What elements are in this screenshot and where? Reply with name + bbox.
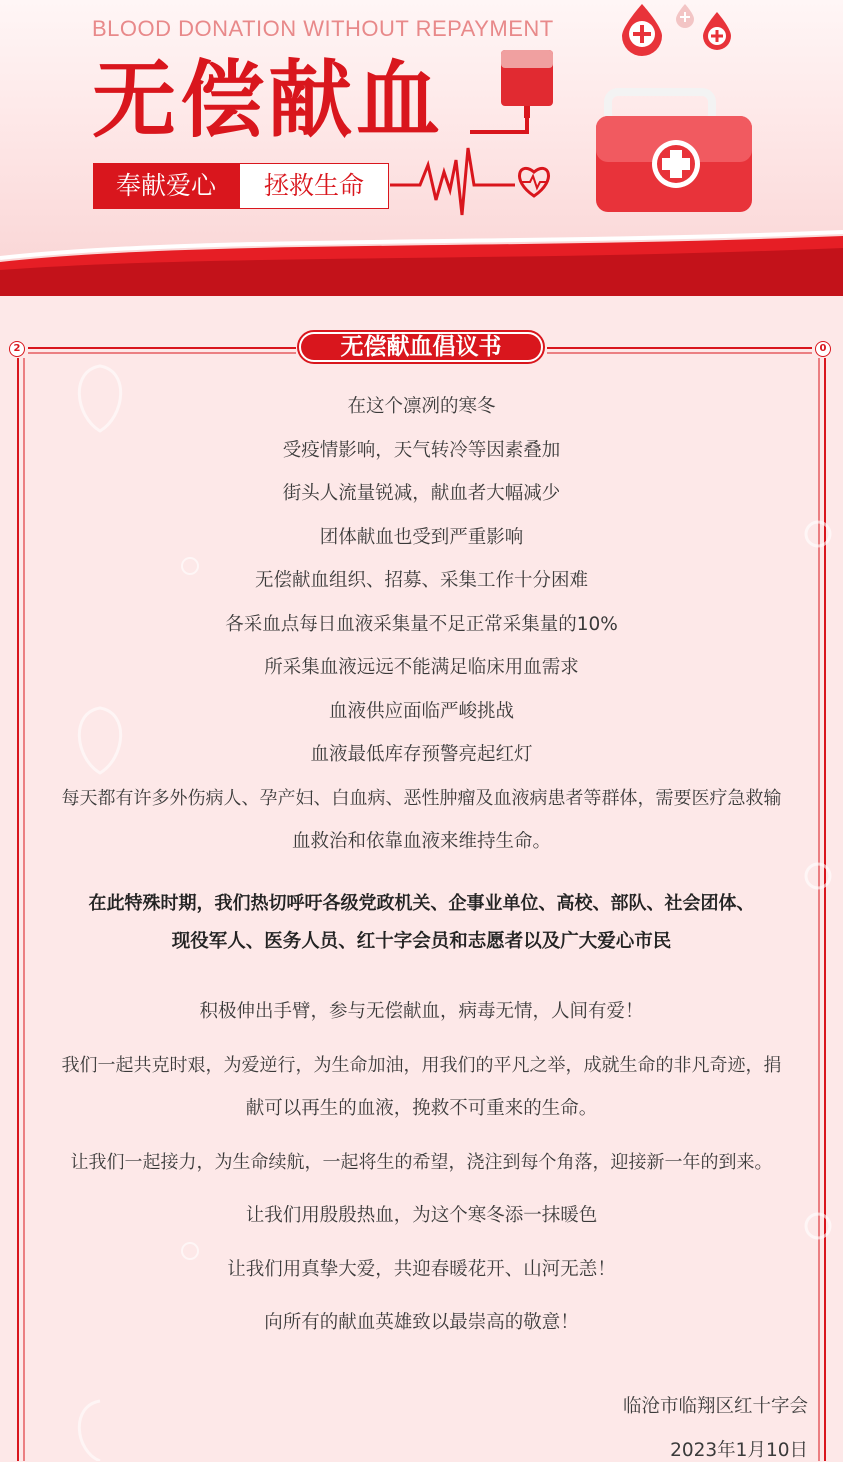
letter-line: 无偿献血组织、招募、采集工作十分困难 <box>254 570 588 591</box>
letter-bold-line: 在此特殊时期，我们热切呼吁各级党政机关、企事业单位、高校、部队、社会团体、 <box>88 893 755 914</box>
letter-line: 街头人流量锐减，献血者大幅减少 <box>282 483 561 504</box>
corner-badge-right: 0 <box>815 341 831 357</box>
letter-frame <box>0 296 843 1461</box>
letter-paragraph-line: 血救治和依靠血液来维持生命。 <box>291 831 551 852</box>
signature-date: 2023年1月10日 <box>670 1440 808 1461</box>
corner-badge-left: 2 <box>9 341 25 357</box>
letter-line: 各采血点每日血液采集量不足正常采集量的10% <box>225 614 618 635</box>
letter-line: 血液供应面临严峻挑战 <box>328 701 514 722</box>
letter-call-line: 让我们用殷殷热血，为这个寒冬添一抹暖色 <box>245 1205 598 1226</box>
strawberry-decoration-icon <box>79 1401 100 1461</box>
header-banner <box>0 0 843 296</box>
letter-line: 受疫情影响，天气转冷等因素叠加 <box>282 440 561 461</box>
heartbeat-line <box>390 148 515 215</box>
banner-title: 无偿献血 <box>92 51 445 149</box>
banner-tag-right: 拯救生命 <box>239 163 389 209</box>
blood-drop-icon <box>622 4 662 56</box>
letter-paragraph-line: 献可以再生的血液，挽救不可重来的生命。 <box>245 1098 598 1119</box>
letter-line: 团体献血也受到严重影响 <box>319 527 524 548</box>
letter-paragraph-line: 每天都有许多外伤病人、孕产妇、白血病、恶性肿瘤及血液病患者等群体，需要医疗急救输 <box>61 788 782 809</box>
banner-tag-left: 奉献爱心 <box>93 163 239 209</box>
blood-bag-icon <box>470 50 553 132</box>
letter-line: 在这个凛冽的寒冬 <box>347 396 496 417</box>
frame-border <box>0 296 843 1461</box>
first-aid-kit-icon <box>596 92 752 212</box>
letter-title: 无偿献血倡议书 <box>301 334 541 360</box>
banner-subtitle: BLOOD DONATION WITHOUT REPAYMENT <box>92 16 554 41</box>
letter-title-pill <box>297 330 545 364</box>
letter-bold-line: 现役军人、医务人员、红十字会员和志愿者以及广大爱心市民 <box>171 931 672 952</box>
blood-drop-icon <box>676 4 694 28</box>
letter-call-line: 让我们一起接力，为生命续航，一起将生的希望，浇注到每个角落，迎接新一年的到来。 <box>70 1152 773 1173</box>
letter-call-line: 向所有的献血英雄致以最崇高的敬意！ <box>264 1312 579 1333</box>
letter-line: 所采集血液远远不能满足临床用血需求 <box>264 657 579 678</box>
signature-organization: 临沧市临翔区红十字会 <box>622 1396 808 1417</box>
blood-drop-icon <box>703 12 731 50</box>
letter-paragraph-line: 我们一起共克时艰，为爱逆行，为生命加油，用我们的平凡之举，成就生命的非凡奇迹，捐 <box>61 1055 782 1076</box>
letter-call-line: 让我们用真挚大爱，共迎春暖花开、山河无恙！ <box>227 1259 616 1280</box>
letter-line: 血液最低库存预警亮起红灯 <box>310 744 533 765</box>
letter-call-line: 积极伸出手臂，参与无偿献血，病毒无情，人间有爱！ <box>199 1001 644 1022</box>
